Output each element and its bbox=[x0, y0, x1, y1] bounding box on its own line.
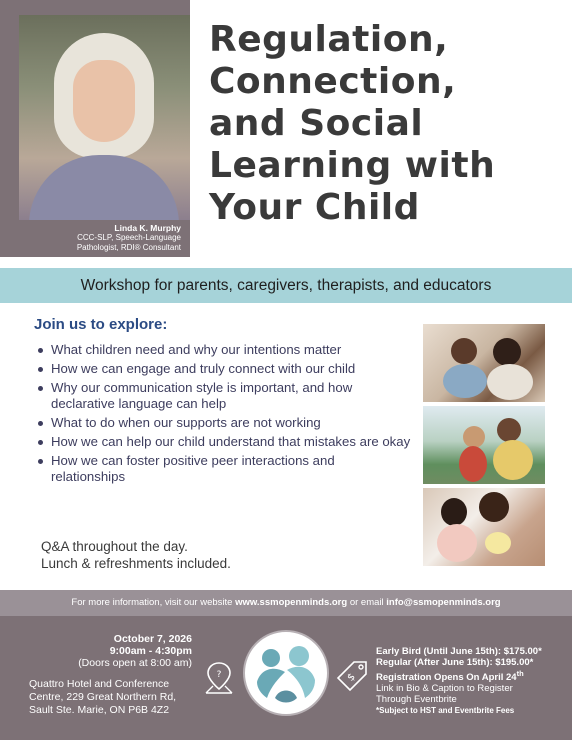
price-tag-icon bbox=[336, 658, 370, 694]
location-pin-icon bbox=[203, 660, 235, 696]
title-line: Connection, bbox=[209, 61, 457, 102]
fee-note: *Subject to HST and Eventbrite Fees bbox=[376, 706, 515, 716]
explore-list bbox=[37, 342, 412, 488]
logo-figures bbox=[245, 632, 327, 714]
list-item: How we can engage and truly connect with our child bbox=[37, 361, 412, 377]
email-link[interactable]: info@ssmopenminds.org bbox=[386, 597, 501, 608]
event-venue bbox=[29, 678, 201, 717]
svg-text:$: $ bbox=[345, 671, 358, 684]
pricing bbox=[376, 646, 566, 716]
title-line: Learning with bbox=[209, 145, 496, 186]
info-middle: or email bbox=[347, 597, 387, 608]
event-time: 9:00am - 4:30pm bbox=[109, 645, 192, 657]
title-line: and Social bbox=[209, 103, 424, 144]
extras-text bbox=[41, 538, 231, 572]
list-item: What to do when our supports are not working bbox=[37, 415, 412, 431]
venue-line: Centre, 229 Great Northern Rd, bbox=[29, 691, 177, 703]
family-photo-2 bbox=[423, 406, 545, 484]
list-item: What children need and why our intentions matter bbox=[37, 342, 412, 358]
family-photo-1 bbox=[423, 324, 545, 402]
speaker-name: Linda K. Murphy bbox=[114, 223, 181, 233]
title-line: Regulation, bbox=[209, 19, 449, 60]
title-line: Your Child bbox=[209, 187, 420, 228]
lunch-text: Lunch & refreshments included. bbox=[41, 556, 231, 571]
speaker-photo bbox=[19, 15, 190, 220]
page-title bbox=[209, 19, 564, 229]
event-date: October 7, 2026 bbox=[113, 633, 192, 645]
list-item: How we can help our child understand that mistakes are okay bbox=[37, 434, 412, 450]
registration-open: Registration Opens On April 24th bbox=[376, 669, 524, 684]
venue-line: Sault Ste. Marie, ON P6B 4Z2 bbox=[29, 704, 170, 716]
svg-text:?: ? bbox=[216, 670, 222, 680]
website-link[interactable]: www.ssmopenminds.org bbox=[235, 597, 348, 608]
registration-link-1: Link in Bio & Caption to Register bbox=[376, 683, 513, 695]
speaker-credentials-1: CCC-SLP, Speech-Language bbox=[77, 233, 181, 242]
registration-link-2: Through Eventbrite bbox=[376, 694, 457, 706]
footer bbox=[0, 616, 572, 740]
info-band bbox=[0, 590, 572, 616]
info-prefix: For more information, visit our website bbox=[71, 597, 236, 608]
list-item: Why our communication style is important, and how declarative language can help bbox=[37, 380, 412, 412]
list-item: How we can foster positive peer interactions and relationships bbox=[37, 453, 412, 485]
speaker-caption bbox=[19, 220, 190, 257]
qa-text: Q&A throughout the day. bbox=[41, 539, 188, 554]
early-bird-price: Early Bird (Until June 15th): $175.00* bbox=[376, 646, 542, 657]
venue-line: Quattro Hotel and Conference bbox=[29, 678, 170, 690]
regular-price: Regular (After June 15th): $195.00* bbox=[376, 657, 534, 668]
event-datetime bbox=[50, 633, 192, 669]
organization-logo bbox=[243, 630, 329, 716]
event-doors: (Doors open at 8:00 am) bbox=[78, 657, 192, 669]
speaker-credentials-2: Pathologist, RDI® Consultant bbox=[76, 243, 181, 252]
family-photo-3 bbox=[423, 488, 545, 566]
explore-heading: Join us to explore: bbox=[34, 316, 168, 333]
audience-subtitle: Workshop for parents, caregivers, therapists, and educators bbox=[0, 268, 572, 303]
